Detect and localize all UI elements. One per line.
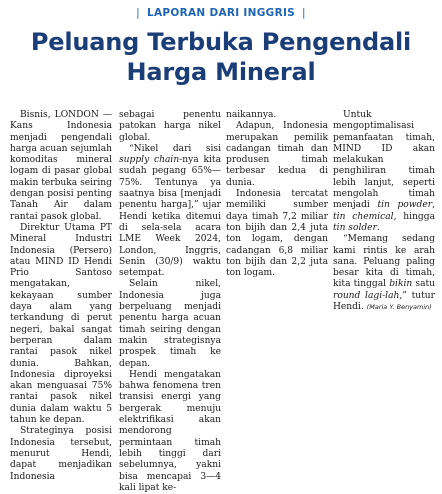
paragraph: “Nikel dari sisi supply chain-nya kita sudah pegang 65%—75%. Tentunya ya saatnya bisa [menjadi penentu harga],” ujar Hendi ketika ditemui di sela-sela acara LME Week 2024, London, Inggris, Senin (30/9) waktu setempat. <box>119 143 221 279</box>
kicker-text: LAPORAN DARI INGGRIS <box>146 7 296 19</box>
article-column-1 <box>10 110 112 483</box>
paragraph: Strateginya posisi Indonesia tersebut, menurut Hendi, dapat menjadikan Indonesia <box>10 426 112 482</box>
kicker-bar-right: | <box>302 7 306 19</box>
paragraph: naikannya. <box>226 110 277 120</box>
article-column-3 <box>226 110 328 279</box>
kicker-bar-left: | <box>136 7 140 19</box>
section-kicker <box>0 7 442 19</box>
paragraph: sebagai penentu patokan harga nikel global. <box>119 110 221 143</box>
headline <box>0 27 442 87</box>
paragraph: Hendi mengatakan bahwa fenomena tren transisi energi yang bergerak menuju elektrifikasi akan mendorong permintaan timah lebih tinggi dari sebelumnya, yakni bisa mencapai 3—4 kali lipat ke- <box>119 369 221 493</box>
paragraph: “Memang sedang kami rintis ke arah sana. Peluang paling besar kita di timah, kita tinggal bikin satu round lagi-lah,” tutur Hendi. (Maria Y. Benyamin) <box>333 234 435 313</box>
headline-line-2: Harga Mineral <box>126 58 316 86</box>
article-column-4 <box>333 110 435 313</box>
paragraph: Untuk mengoptimalisasi pemanfaatan timah, MIND ID akan melakukan penghiliran timah lebih lanjut, seperti mengolah timah menjadi tin powder, tin chemical, hingga tin solder. <box>333 110 435 233</box>
byline: (Maria Y. Benyamin) <box>366 303 432 312</box>
article-column-2 <box>119 110 221 494</box>
paragraph: Bisnis, LONDON — Kans Indonesia menjadi pengendali harga acuan sejumlah komoditas mineral logam di pasar global makin terbuka seiring dengan posisi penting Tanah Air dalam rantai pasok global. <box>10 110 112 222</box>
paragraph: Selain nikel, Indonesia juga berpeluang menjadi penentu harga acuan timah seiring dengan makin strategisnya prospek timah ke depan. <box>119 279 221 369</box>
paragraph: Adapun, Indonesia merupakan pemilik cadangan timah dan produsen timah terbesar kedua di dunia. <box>226 121 328 188</box>
paragraph: Indonesia tercatat memiliki sumber daya timah 7,2 miliar ton bijih dan 2,4 juta ton logam, dengan cadangan 6,8 miliar ton bijih dan 2,2 juta ton logam. <box>226 189 328 279</box>
headline-line-1: Peluang Terbuka Pengendali <box>30 28 412 56</box>
paragraph: Direktur Utama PT Mineral Industri Indonesia (Persero) atau MIND ID Hendi Prio Santoso mengatakan, kekayaan sumber daya alam yang terkandung di perut negeri, bakal sangat berperan dalam rantai pasok nikel dunia. Bahkan, Indonesia diproyeksi akan menguasai 75% rantai pasok nikel dunia dalam waktu 5 tahun ke depan. <box>10 222 112 426</box>
